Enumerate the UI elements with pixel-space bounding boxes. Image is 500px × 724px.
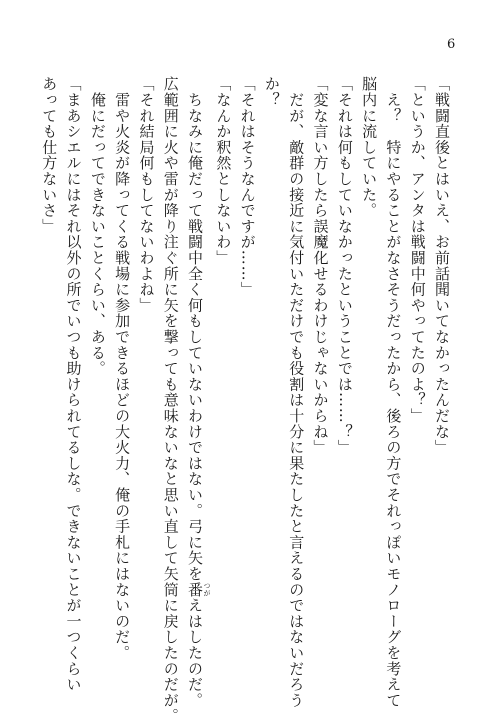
text-line: 雷や火炎が降ってくる戦場に参加できるほどの大火力、俺の手札にはないのだ。	[113, 76, 132, 661]
text-line: 「というか、アンタは戦闘中何やってたのよ？」	[408, 76, 427, 424]
ruby-annotation: 番 つが	[186, 581, 212, 598]
text-line: 俺にだってできないことくらい、ある。	[88, 76, 107, 377]
text-line: か？	[262, 76, 281, 108]
text-line: あっても仕方ないさ」	[40, 76, 59, 234]
text-line: 「まあシエルにはそれ以外の所でいつも助けられてるしな。できないことが一つくらい	[64, 76, 83, 693]
text-line: 「それは何もしていなかったということでは……？」	[335, 76, 354, 456]
text-line: 「それ結局何もしてないわよね」	[137, 76, 156, 313]
text-line: 広範囲に火や雷が降り注ぐ所に矢を撃っても意味ないなと思い直して矢筒に戻したのだが。	[161, 76, 180, 724]
text-line: 「戦闘直後とはいえ、お前話聞いてなかったんだな」	[433, 76, 451, 456]
text-line: 脳内に流していた。	[360, 76, 379, 219]
text-line: 「なんか釈然としないわ」	[214, 76, 233, 266]
text-line-with-ruby: ちなみに俺だって戦闘中全く何もしていないわけではない。弓に矢を番 つがえはしたのだ。	[186, 76, 212, 709]
text-line: 「それはそうなんですが……」	[238, 76, 257, 298]
text-line: だが、敵群の接近に気付いただけでも役割は十分に果たしたと言えるのではないだろう	[287, 76, 306, 708]
page-number: 6	[447, 37, 456, 52]
text-line: 「変な言い方したら誤魔化せるわけじゃないからね」	[311, 76, 330, 456]
ruby-reading: つが	[203, 581, 212, 598]
text-line: え？ 特にやることがなさそうだったから、後ろの方でそれっぽいモノローグを考えて	[384, 76, 403, 708]
novel-text-column-block	[37, 76, 454, 724]
